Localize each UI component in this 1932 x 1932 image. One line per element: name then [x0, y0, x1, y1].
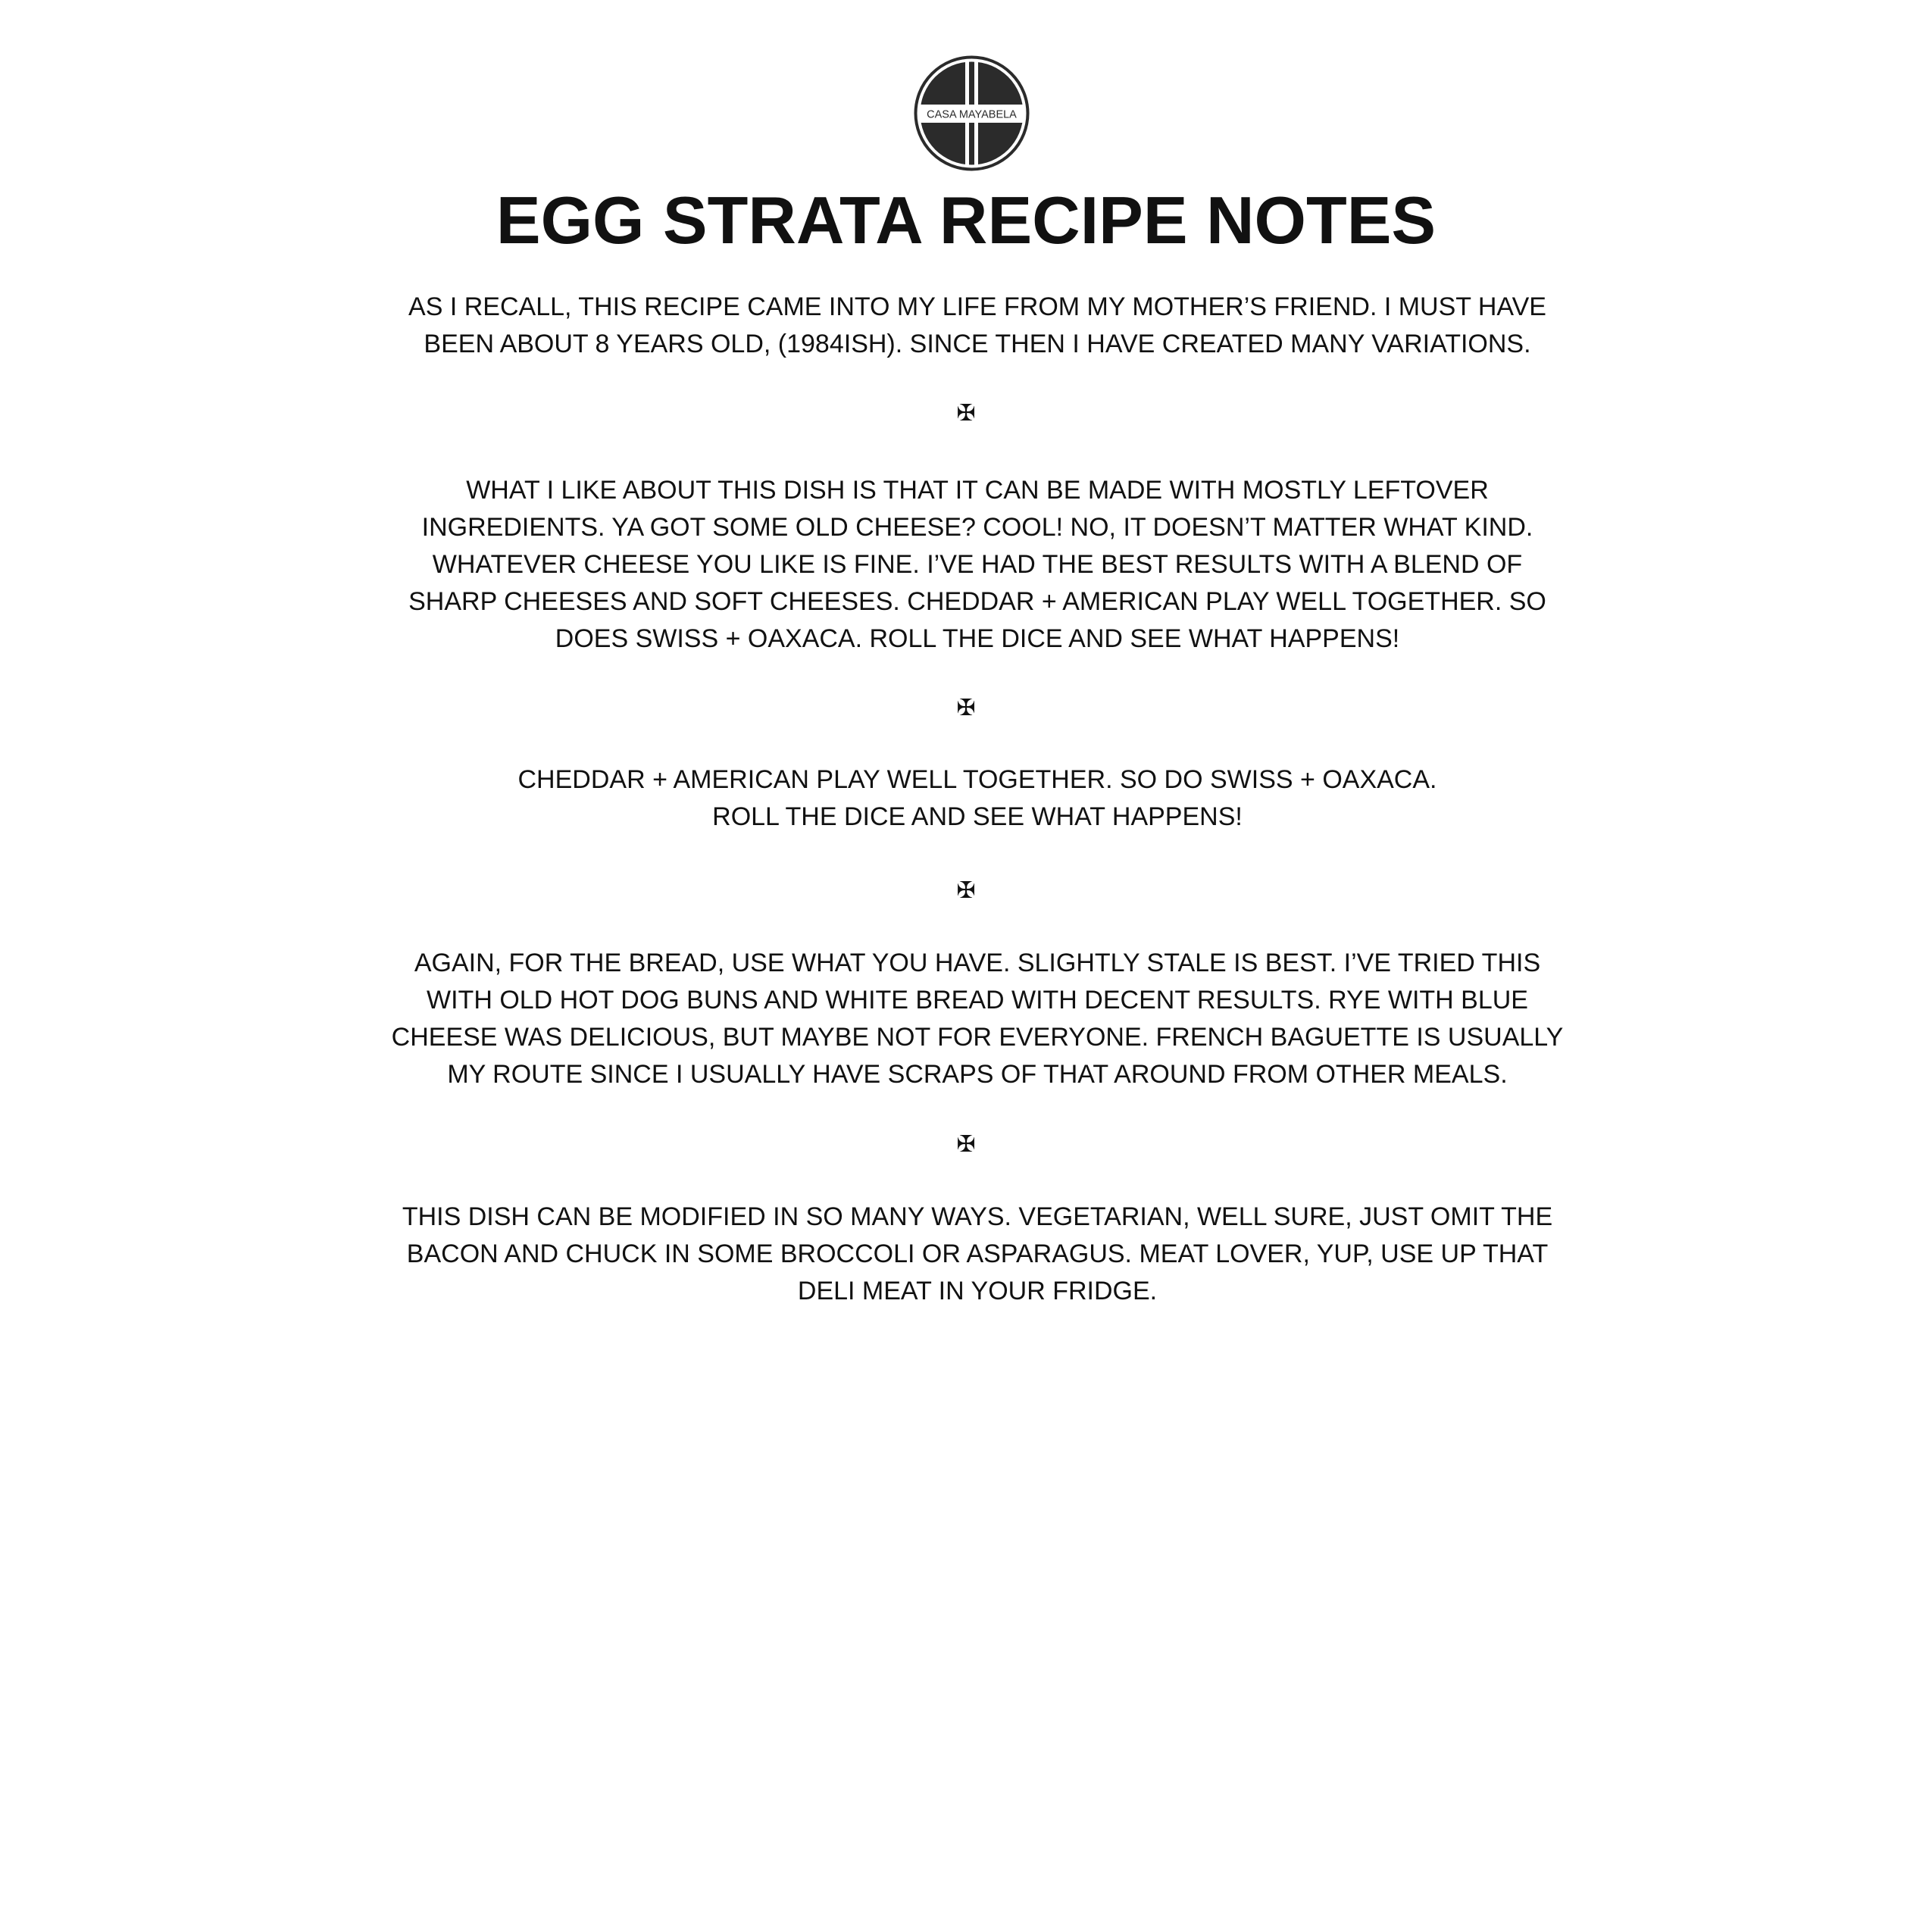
page-title: EGG STRATA RECIPE NOTES — [496, 183, 1436, 258]
paragraph-line: ROLL THE DICE AND SEE WHAT HAPPENS! — [712, 802, 1243, 831]
section-separator: ✠ — [956, 695, 976, 721]
casa-mayabela-logo — [913, 55, 1030, 172]
paragraph-line: MY ROUTE SINCE I USUALLY HAVE SCRAPS OF THAT AROUND FROM OTHER MEALS. — [447, 1060, 1508, 1089]
leftover-cheese-paragraph — [379, 472, 1576, 658]
paragraph-line: DELI MEAT IN YOUR FRIDGE. — [797, 1277, 1158, 1305]
paragraph-line: BEEN ABOUT 8 YEARS OLD, (1984ISH). SINCE THEN I HAVE CREATED MANY VARIATIONS. — [424, 330, 1531, 358]
paragraph-line: WHATEVER CHEESE YOU LIKE IS FINE. I’VE HAD THE BEST RESULTS WITH A BLEND OF — [432, 550, 1523, 579]
section-separator: ✠ — [956, 877, 976, 904]
logo-text: CASA MAYABELA — [927, 108, 1017, 121]
paragraph-line: CHEESE WAS DELICIOUS, BUT MAYBE NOT FOR EVERYONE. FRENCH BAGUETTE IS USUALLY — [391, 1023, 1564, 1052]
paragraph-line: AGAIN, FOR THE BREAD, USE WHAT YOU HAVE. SLIGHTLY STALE IS BEST. I’VE TRIED THIS — [414, 949, 1541, 977]
paragraph-line: SHARP CHEESES AND SOFT CHEESES. CHEDDAR + AMERICAN PLAY WELL TOGETHER. SO — [408, 587, 1546, 616]
section-separator: ✠ — [956, 1131, 976, 1158]
modifications-paragraph — [379, 1199, 1576, 1310]
paragraph-line: WITH OLD HOT DOG BUNS AND WHITE BREAD WITH DECENT RESULTS. RYE WITH BLUE — [427, 986, 1528, 1014]
logo-seal-icon — [913, 55, 1030, 172]
paragraph-line: CHEDDAR + AMERICAN PLAY WELL TOGETHER. SO DO SWISS + OAXACA. — [517, 765, 1437, 794]
paragraph-line: INGREDIENTS. YA GOT SOME OLD CHEESE? COOL! NO, IT DOESN’T MATTER WHAT KIND. — [421, 513, 1533, 542]
paragraph-line: BACON AND CHUCK IN SOME BROCCOLI OR ASPARAGUS. MEAT LOVER, YUP, USE UP THAT — [406, 1240, 1549, 1268]
bread-paragraph — [379, 945, 1576, 1093]
paragraph-line: WHAT I LIKE ABOUT THIS DISH IS THAT IT CAN BE MADE WITH MOSTLY LEFTOVER — [466, 476, 1489, 505]
paragraph-line: DOES SWISS + OAXACA. ROLL THE DICE AND SEE WHAT HAPPENS! — [555, 624, 1400, 653]
paragraph-line: THIS DISH CAN BE MODIFIED IN SO MANY WAYS. VEGETARIAN, WELL SURE, JUST OMIT THE — [402, 1202, 1553, 1231]
paragraph-line: AS I RECALL, THIS RECIPE CAME INTO MY LIFE FROM MY MOTHER’S FRIEND. I MUST HAVE — [408, 292, 1546, 321]
cheese-pairing-paragraph — [379, 761, 1576, 836]
intro-paragraph — [379, 289, 1576, 363]
section-separator: ✠ — [956, 400, 976, 427]
